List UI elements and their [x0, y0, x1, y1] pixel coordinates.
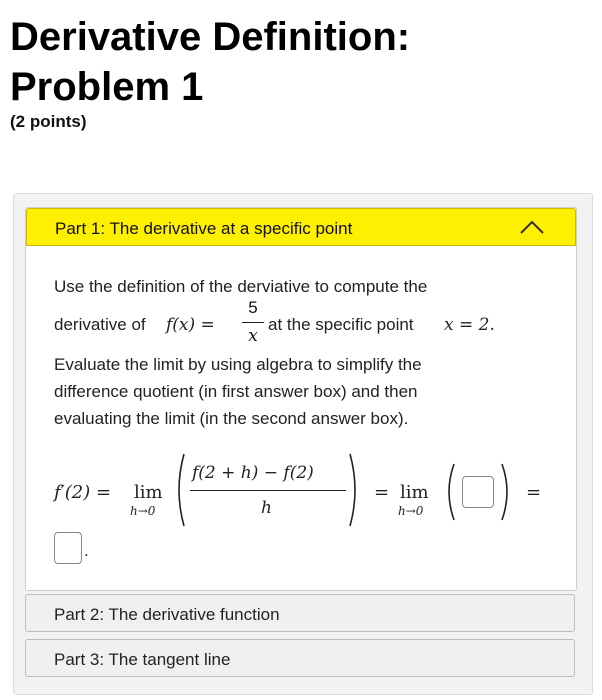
function-expression: f(x) = — [166, 315, 215, 335]
limit-2: lim — [400, 482, 429, 503]
instruction-line5: evaluating the limit (in the second answer box). — [54, 409, 409, 428]
limit-1-subscript: h→0 — [130, 504, 156, 518]
fraction-bar — [242, 322, 264, 323]
answer-box-2[interactable] — [54, 532, 82, 564]
difference-quotient-bar — [190, 490, 346, 491]
page-title-line2: Problem 1 — [10, 65, 204, 109]
point-expression: x = 2. — [444, 315, 495, 335]
left-paren-1 — [172, 452, 186, 528]
instruction-line2 — [54, 314, 146, 336]
fraction-denominator: x — [248, 326, 258, 346]
chevron-up-icon[interactable] — [517, 217, 547, 237]
limit-1: lim — [134, 482, 163, 503]
part3-title: Part 3: The tangent line — [54, 650, 231, 669]
instruction-line1: Use the definition of the derviative to compute the — [54, 277, 428, 296]
left-paren-2 — [442, 462, 456, 522]
part1-panel — [25, 207, 577, 591]
fraction-numerator: 5 — [248, 298, 258, 317]
instruction-line2-prefix: derivative of — [54, 315, 146, 334]
part1-title: Part 1: The derivative at a specific point — [55, 219, 353, 238]
part2-title: Part 2: The derivative function — [54, 605, 280, 624]
difference-quotient-numerator: f(2 + h) − f(2) — [192, 463, 314, 483]
difference-quotient-denominator: h — [261, 498, 272, 518]
formula-lhs: f′(2) = — [54, 482, 112, 503]
right-paren-2 — [500, 462, 514, 522]
equals-3: = — [526, 482, 542, 503]
instruction-line4: difference quotient (in first answer box) and then — [54, 382, 418, 401]
part3-header[interactable] — [25, 639, 575, 677]
page-title — [10, 12, 590, 112]
answer-box-1[interactable] — [462, 476, 494, 508]
formula-period: . — [84, 541, 89, 560]
right-paren-1 — [348, 452, 362, 528]
instruction-line2-suffix: at the specific point — [268, 315, 414, 334]
limit-2-subscript: h→0 — [398, 504, 424, 518]
part2-header[interactable] — [25, 594, 575, 632]
points-label: (2 points) — [10, 112, 87, 131]
part1-header[interactable] — [26, 208, 576, 246]
instruction-line3: Evaluate the limit by using algebra to simplify the — [54, 355, 422, 374]
page-title-line1: Derivative Definition: — [10, 15, 411, 59]
equals-2: = — [374, 482, 390, 503]
